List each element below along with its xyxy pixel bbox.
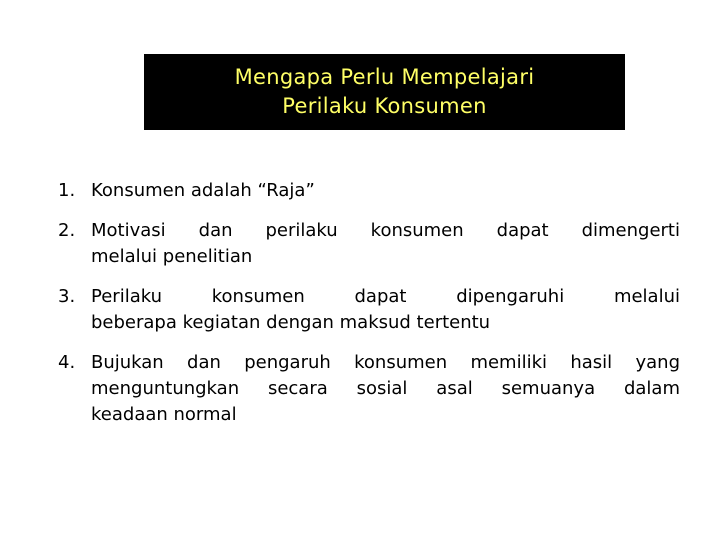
list-item-line: Konsumen adalah “Raja”: [91, 180, 315, 201]
list-item-line: melalui penelitian: [91, 246, 253, 267]
list-item-number: 1.: [58, 180, 76, 201]
list-item-line: Motivasi dan perilaku konsumen dapat dimengerti: [91, 220, 680, 241]
list-item-number: 3.: [58, 286, 76, 307]
list-item-line: beberapa kegiatan dengan maksud tertentu: [91, 312, 491, 333]
list-item-2: [58, 218, 680, 270]
list-item-1: [58, 178, 680, 204]
title-box: [144, 54, 625, 130]
title-line-1: Mengapa Perlu Mempelajari: [234, 65, 535, 89]
list-item-line: menguntungkan secara sosial asal semuanya dalam: [91, 378, 680, 399]
list-item-3: [58, 284, 680, 336]
list-item-number: 2.: [58, 220, 76, 241]
list-item-line: Perilaku konsumen dapat dipengaruhi melalui: [91, 286, 680, 307]
list-item-line: Bujukan dan pengaruh konsumen memiliki hasil yang: [91, 352, 680, 373]
numbered-list: [58, 178, 680, 442]
list-item-4: [58, 350, 680, 428]
list-item-line: keadaan normal: [91, 404, 237, 425]
list-item-number: 4.: [58, 352, 76, 373]
title-line-2: Perilaku Konsumen: [282, 94, 487, 118]
